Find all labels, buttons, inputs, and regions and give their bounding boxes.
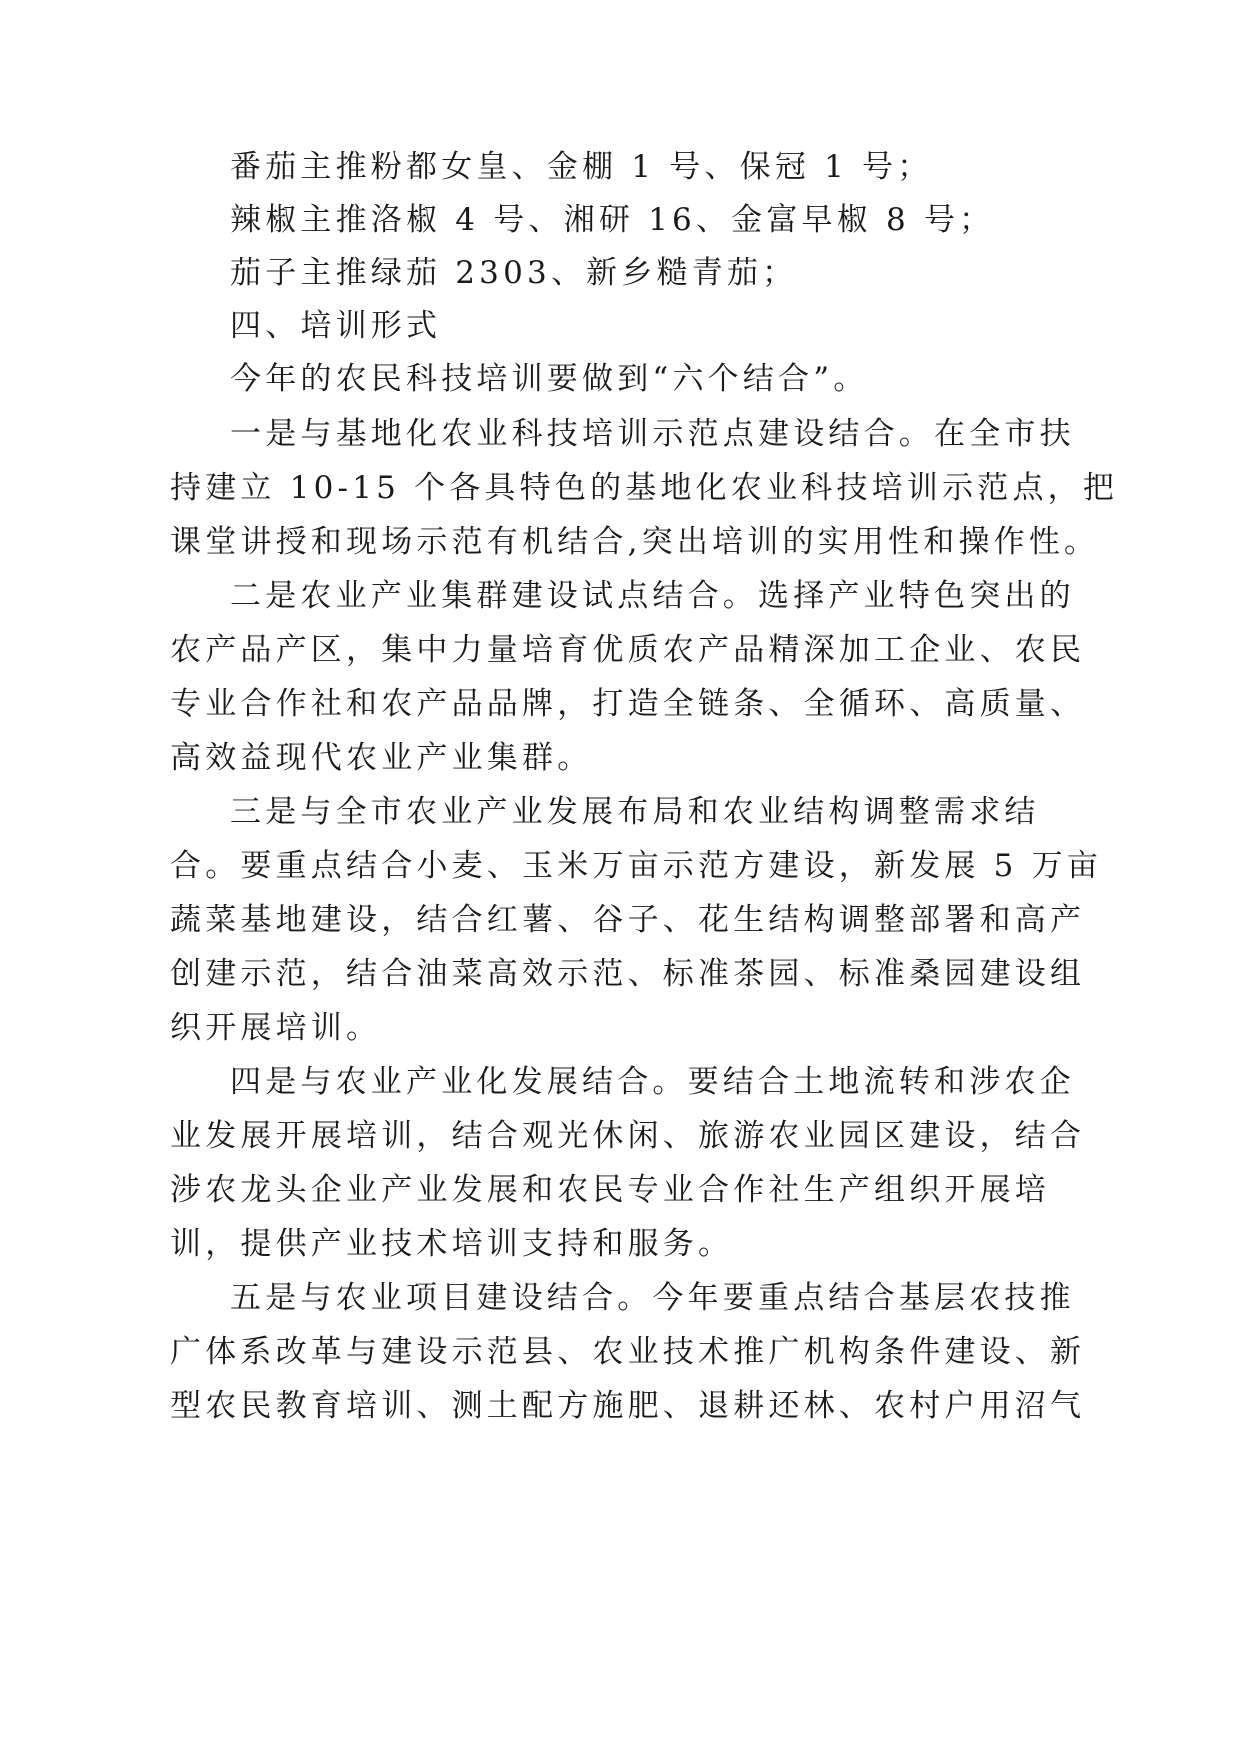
text-line: 辣椒主推洛椒 4 号、湘研 16、金富早椒 8 号； <box>230 202 995 238</box>
text-line: 业发展开展培训，结合观光休闲、旅游农业园区建设，结合 <box>170 1118 1086 1154</box>
text-line: 三是与全市农业产业发展布局和农业结构调整需求结 <box>230 794 1040 830</box>
text-line: 创建示范，结合油菜高效示范、标准茶园、标准桑园建设组 <box>170 956 1086 992</box>
text-line: 广体系改革与建设示范县、农业技术推广机构条件建设、新 <box>170 1334 1086 1370</box>
section-heading: 四、培训形式 <box>230 308 442 344</box>
text-line: 五是与农业项目建设结合。今年要重点结合基层农技推 <box>230 1280 1075 1316</box>
text-line: 高效益现代农业产业集群。 <box>170 740 593 776</box>
text-line: 织开展培训。 <box>170 1010 382 1046</box>
text-line: 四是与农业产业化发展结合。要结合土地流转和涉农企 <box>230 1064 1075 1100</box>
text-line: 蔬菜基地建设，结合红薯、谷子、花生结构调整部署和高产 <box>170 902 1086 938</box>
text-line: 型农民教育培训、测土配方施肥、退耕还林、农村户用沼气 <box>170 1388 1086 1424</box>
text-line: 课堂讲授和现场示范有机结合,突出培训的实用性和操作性。 <box>170 524 1100 560</box>
text-line: 合。要重点结合小麦、玉米万亩示范方建设，新发展 5 万亩 <box>170 848 1103 884</box>
text-line: 训，提供产业技术培训支持和服务。 <box>170 1226 734 1262</box>
text-line: 持建立 10-15 个各具特色的基地化农业科技培训示范点，把 <box>170 470 1119 506</box>
text-line: 茄子主推绿茄 2303、新乡糙青茄； <box>230 255 798 291</box>
text-line: 二是农业产业集群建设试点结合。选择产业特色突出的 <box>230 578 1075 614</box>
text-line: 涉农龙头企业产业发展和农民专业合作社生产组织开展培 <box>170 1172 1050 1208</box>
text-line: 一是与基地化农业科技培训示范点建设结合。在全市扶 <box>230 416 1075 452</box>
text-line: 番茄主推粉都女皇、金棚 1 号、保冠 1 号； <box>230 149 933 185</box>
text-line: 今年的农民科技培训要做到“六个结合”。 <box>230 361 869 397</box>
text-line: 专业合作社和农产品品牌，打造全链条、全循环、高质量、 <box>170 686 1086 722</box>
text-line: 农产品产区，集中力量培育优质农产品精深加工企业、农民 <box>170 632 1086 668</box>
